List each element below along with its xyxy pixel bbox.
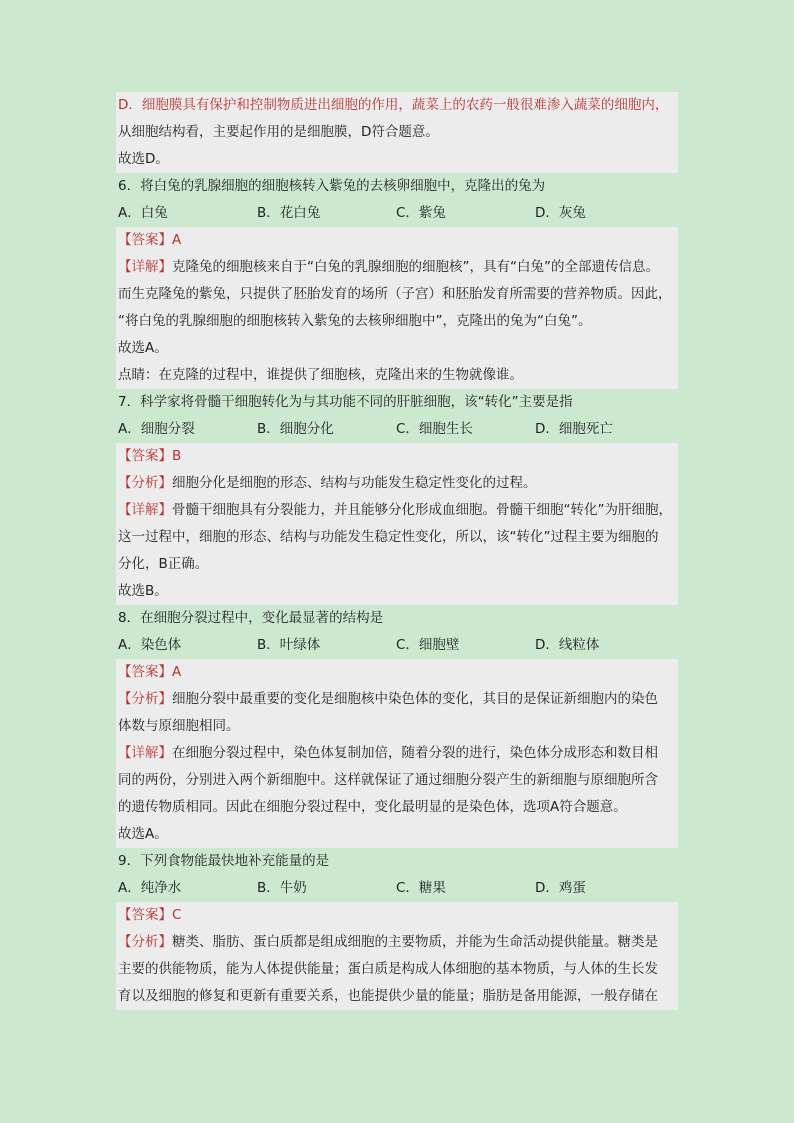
line-text: 而生克隆兔的紫兔，只提供了胚胎发育的场所（子宫）和胚胎发育所需要的营养物质。因此， — [118, 286, 672, 302]
option-item: A．白兔 — [118, 205, 168, 221]
answer-line — [116, 362, 678, 389]
option-item: B．细胞分化 — [257, 421, 334, 437]
line-text: D．细胞膜具有保护和控制物质进出细胞的作用，蔬菜上的农药一般很难渗入蔬菜的细胞内， — [118, 97, 669, 113]
line-text: 细胞分裂中最重要的变化是细胞核中染色体的变化，其目的是保证新细胞内的染色 — [172, 691, 658, 707]
line-text: 分化，B正确。 — [118, 556, 209, 572]
option-item: C．糖果 — [396, 880, 446, 896]
answer-line — [116, 929, 678, 956]
answer-line — [116, 578, 678, 605]
option-item: B．叶绿体 — [257, 637, 321, 653]
line-text: 在细胞分裂过程中，染色体复制加倍，随着分裂的进行，染色体分成形态和数目相 — [172, 745, 658, 761]
line-text: 6．将白兔的乳腺细胞的细胞核转入紫兔的去核卵细胞中，克隆出的兔为 — [118, 178, 546, 194]
question-line — [118, 848, 678, 875]
answer-line — [116, 686, 678, 713]
option-item: C．紫兔 — [396, 205, 446, 221]
line-text: 故选B。 — [118, 583, 168, 599]
section-tag: 【答案】 — [118, 448, 172, 464]
answer-line — [116, 470, 678, 497]
line-text: 细胞分化是细胞的形态、结构与功能发生稳定性变化的过程。 — [172, 475, 537, 491]
answer-line — [116, 335, 678, 362]
answer-line — [116, 740, 678, 767]
line-text: 糖类、脂肪、蛋白质都是组成细胞的主要物质，并能为生命活动提供能量。糖类是 — [172, 934, 658, 950]
section-tag: 【详解】 — [118, 259, 172, 275]
question-line — [118, 605, 678, 632]
section-tag: 【答案】 — [118, 907, 172, 923]
line-text: 这一过程中，细胞的形态、结构与功能发生稳定性变化，所以，该“转化”过程主要为细胞的 — [118, 529, 659, 545]
section-tag: 【答案】 — [118, 664, 172, 680]
line-text: 骨髓干细胞具有分裂能力，并且能够分化形成血细胞。骨髓干细胞“转化”为肝细胞， — [172, 502, 672, 518]
line-text: A — [172, 232, 182, 248]
answer-line — [116, 308, 678, 335]
answer-line — [116, 551, 678, 578]
answer-line — [116, 227, 678, 254]
line-text: 克隆兔的细胞核来自于“白兔的乳腺细胞的细胞核”，具有“白兔”的全部遗传信息。 — [172, 259, 659, 275]
option-item: D．细胞死亡 — [535, 421, 613, 437]
answer-line — [116, 713, 678, 740]
answer-line — [116, 902, 678, 929]
line-text: 故选A。 — [118, 340, 168, 356]
option-item: C．细胞生长 — [396, 421, 473, 437]
line-text: 点睛：在克隆的过程中，谁提供了细胞核，克隆出来的生物就像谁。 — [118, 367, 523, 383]
option-item: C．细胞壁 — [396, 637, 460, 653]
answer-line — [116, 794, 678, 821]
answer-line — [116, 281, 678, 308]
option-item: D．线粒体 — [535, 637, 600, 653]
line-text: B — [172, 448, 182, 464]
option-item: D．灰兔 — [535, 205, 586, 221]
answer-line — [116, 821, 678, 848]
document-page — [118, 92, 678, 1010]
option-item: D．鸡蛋 — [535, 880, 586, 896]
answer-line — [116, 659, 678, 686]
option-item: B．牛奶 — [257, 880, 307, 896]
line-text: 故选D。 — [118, 151, 169, 167]
section-tag: 【分析】 — [118, 934, 172, 950]
answer-line — [116, 497, 678, 524]
line-text: 故选A。 — [118, 826, 168, 842]
option-item: B．花白兔 — [257, 205, 321, 221]
section-tag: 【分析】 — [118, 475, 172, 491]
line-text: C — [172, 907, 182, 923]
options-row — [118, 632, 678, 659]
line-text: 9．下列食物能最快地补充能量的是 — [118, 853, 330, 869]
answer-line — [116, 956, 678, 983]
line-text: 7．科学家将骨髓干细胞转化为与其功能不同的肝脏细胞，该“转化”主要是指 — [118, 394, 573, 410]
options-row — [118, 875, 678, 902]
answer-line — [116, 146, 678, 173]
line-text: 的遗传物质相同。因此在细胞分裂过程中，变化最明显的是染色体，选项A符合题意。 — [118, 799, 627, 815]
line-text: 同的两份，分别进入两个新细胞中。这样就保证了通过细胞分裂产生的新细胞与原细胞所含 — [118, 772, 658, 788]
line-text: 体数与原细胞相同。 — [118, 718, 240, 734]
section-tag: 【详解】 — [118, 502, 172, 518]
option-item: A．染色体 — [118, 637, 182, 653]
answer-line — [116, 983, 678, 1010]
line-text: “将白兔的乳腺细胞的细胞核转入紫兔的去核卵细胞中”，克隆出的兔为“白兔”。 — [118, 313, 592, 329]
answer-line — [116, 119, 678, 146]
line-text: 从细胞结构看，主要起作用的是细胞膜，D符合题意。 — [118, 124, 439, 140]
question-line — [118, 173, 678, 200]
answer-line — [116, 524, 678, 551]
section-tag: 【详解】 — [118, 745, 172, 761]
answer-line — [116, 767, 678, 794]
answer-line — [116, 254, 678, 281]
section-tag: 【分析】 — [118, 691, 172, 707]
option-item: A．细胞分裂 — [118, 421, 195, 437]
section-tag: 【答案】 — [118, 232, 172, 248]
line-text: 8．在细胞分裂过程中，变化最显著的结构是 — [118, 610, 384, 626]
option-item: A．纯净水 — [118, 880, 182, 896]
options-row — [118, 200, 678, 227]
answer-line — [116, 92, 678, 119]
answer-line — [116, 443, 678, 470]
line-text: 主要的供能物质，能为人体提供能量；蛋白质是构成人体细胞的基本物质，与人体的生长发 — [118, 961, 658, 977]
options-row — [118, 416, 678, 443]
line-text: 育以及细胞的修复和更新有重要关系，也能提供少量的能量；脂肪是备用能源，一般存储在 — [118, 988, 658, 1004]
question-line — [118, 389, 678, 416]
line-text: A — [172, 664, 182, 680]
